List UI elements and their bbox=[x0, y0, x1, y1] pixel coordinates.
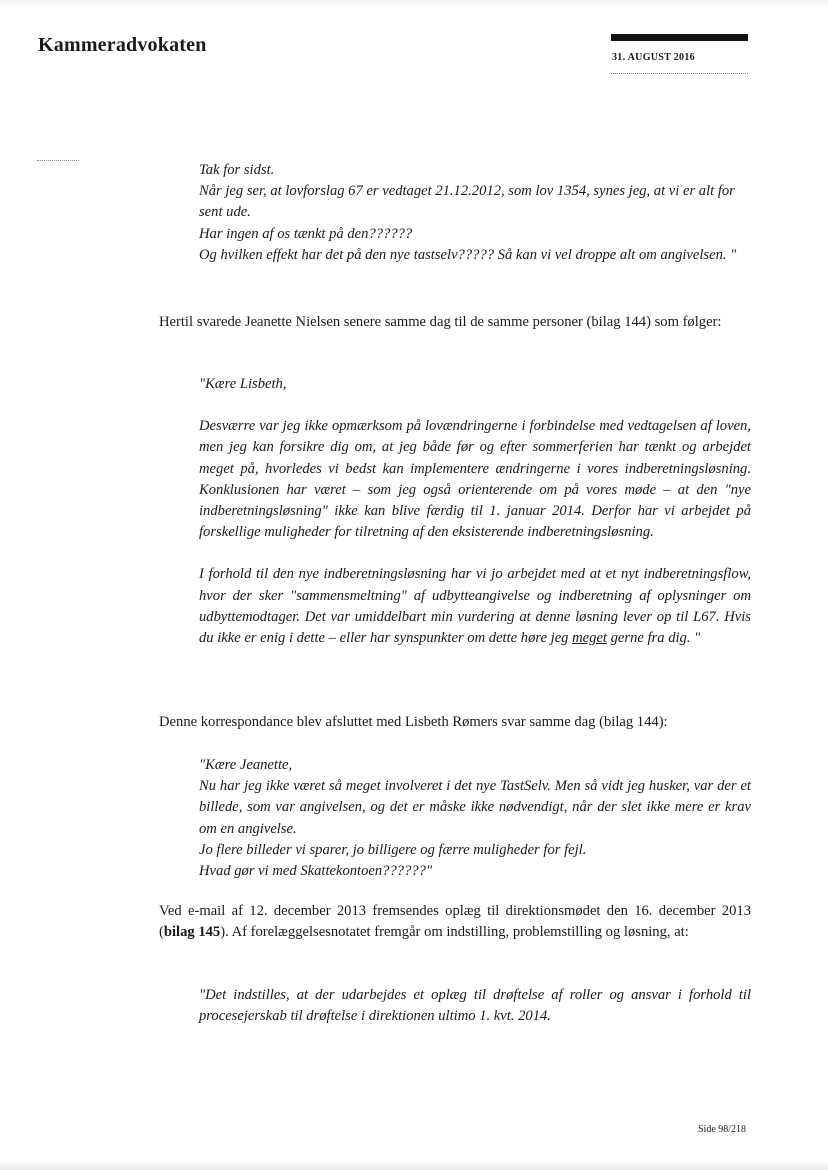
quote-paragraph: Desværre var jeg ikke opmærksom på lovændringerne i forbindelse med vedtagelsen af loven, men jeg kan forsikre dig om, at jeg både før og efter sommerferien har tænkt og arbejdet meget på, hvorledes vi bedst kan implementere ændringerne i vores indberetningsløsning. Konklusionen har været – som jeg også orienterende om på vores møde – at den "nye indberetningsløsning" ikke kan blive færdig til 1. januar 2014. Derfor har vi arbejdet på forskellige muligheder for tilretning af den eksisterende indberetningsløsning. bbox=[199, 418, 751, 541]
paragraph-correspondence-end: Denne korrespondance blev afsluttet med Lisbeth Rømers svar samme dag (bilag 144): bbox=[159, 714, 668, 730]
quote-paragraph: I forhold til den nye indberetningsløsning har vi jo arbejdet med at et nyt indberetningsflow, hvor der sker "sammensmeltning" af udbytteangivelse og indberetning af oplysninger om udbyttemodtager. Det var umiddelbart min vurdering at denne løsning lever op til L67. Hvis du ikke er enig i dette – eller har synspunkter om dette høre jeg meget gerne fra dig. " bbox=[199, 566, 751, 647]
date-underline bbox=[611, 73, 748, 74]
quote-email-1 bbox=[199, 160, 751, 266]
quote-line: Jo flere billeder vi sparer, jo billigere og færre muligheder for fejl. bbox=[199, 841, 587, 858]
quote-line: Når jeg ser, at lovforslag 67 er vedtaget 21.12.2012, som lov 1354, synes jeg, at vi er alt for sent ude. bbox=[199, 183, 735, 221]
quote-line: Og hvilken effekt har det på den nye tastselv????? Så kan vi vel droppe alt om angivelsen. " bbox=[199, 246, 737, 263]
firm-name: Kammeradvokaten bbox=[38, 34, 207, 56]
quote-paragraph: Nu har jeg ikke været så meget involveret i det nye TastSelv. Men så vidt jeg husker, var der et billede, som var angivelsen, og det er måske ikke nødvendigt, når der slet ikke mere er krav om en angivelse. bbox=[199, 778, 751, 837]
quote-email-2 bbox=[199, 374, 751, 649]
quote-email-3 bbox=[199, 755, 751, 882]
margin-mark bbox=[37, 160, 79, 161]
bilag-reference: bilag 145 bbox=[163, 924, 221, 941]
document-date: 31. AUGUST 2016 bbox=[612, 52, 695, 63]
underlined-word: meget bbox=[572, 630, 607, 647]
quote-recommendation: "Det indstilles, at der udarbejdes et oplæg til drøftelse af roller og ansvar i forhold til procesejerskab til drøftelse i direktionen ultimo 1. kvt. 2014. bbox=[199, 987, 751, 1025]
quote-line: Tak for sidst. bbox=[199, 162, 275, 178]
paragraph-email-dec-2013: Ved e-mail af 12. december 2013 fremsendes oplæg til direktionsmødet den 16. december 2013 (bilag 145). Af forelæggelsesnotatet fremgår om indstilling, problemstilling og løsning, at: bbox=[159, 903, 751, 941]
quote-line: Har ingen af os tænkt på den?????? bbox=[199, 225, 413, 242]
header-rule bbox=[611, 34, 748, 41]
quote-greeting: "Kære Jeanette, bbox=[199, 757, 293, 773]
quote-line: Hvad gør vi med Skattekontoen??????" bbox=[199, 863, 433, 880]
paragraph-reply-intro: Hertil svarede Jeanette Nielsen senere samme dag til de samme personer (bilag 144) som følger: bbox=[159, 314, 722, 330]
page-number: Side 98/218 bbox=[698, 1124, 747, 1135]
quote-greeting: "Kære Lisbeth, bbox=[199, 376, 287, 392]
